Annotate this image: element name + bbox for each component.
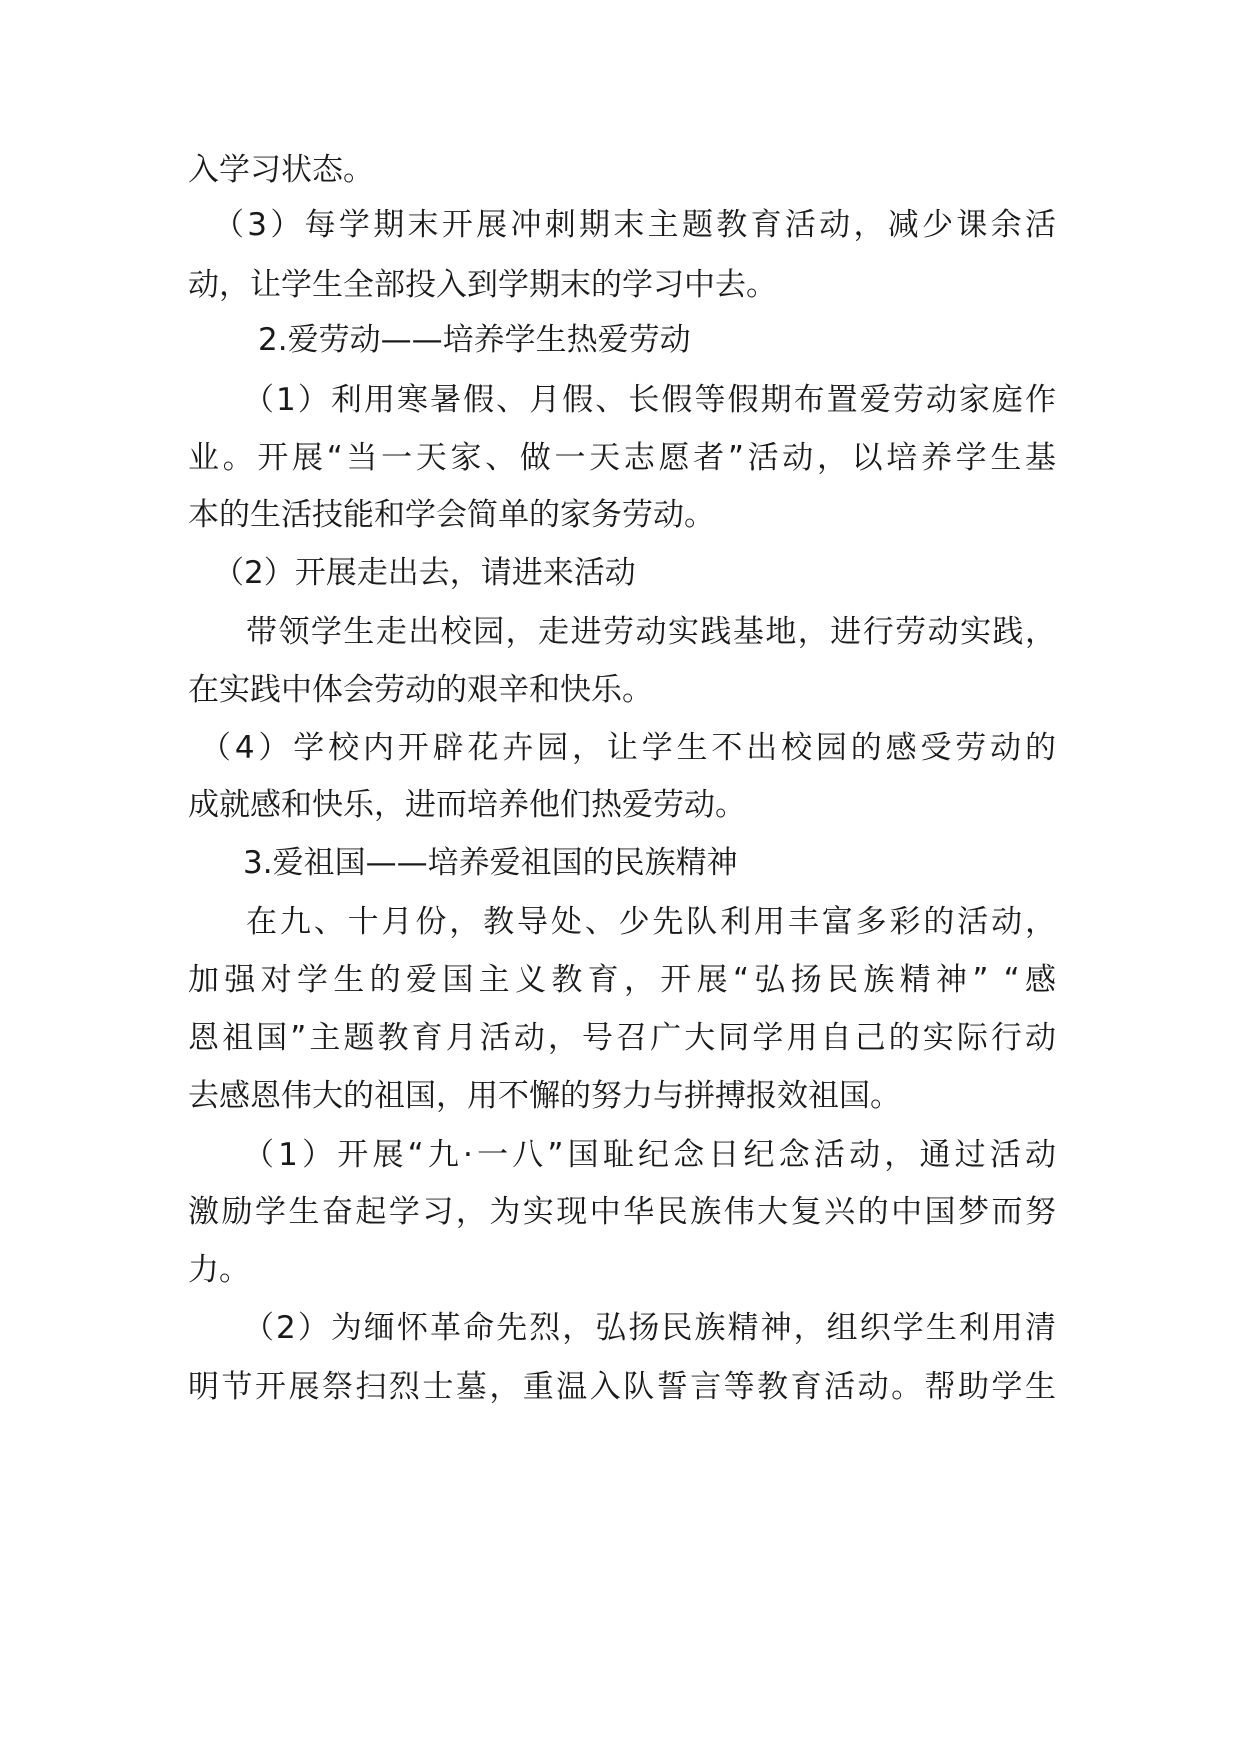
section-heading: 3.爱祖国——培养爱祖国的民族精神 xyxy=(243,845,738,881)
text-line: 激励学生奋起学习，为实现中华民族伟大复兴的中国梦而努 xyxy=(188,1194,1056,1230)
text-line: （2）为缅怀革命先烈，弘扬民族精神，组织学生利用清 xyxy=(243,1310,1056,1346)
text-line: （2）开展走出去，请进来活动 xyxy=(213,555,636,591)
text-line: 带领学生走出校园，走进劳动实践基地，进行劳动实践， xyxy=(246,614,1056,650)
text-line: 加强对学生的爱国主义教育，开展“弘扬民族精神” “感 xyxy=(188,962,1056,998)
text-line: （4）学校内开辟花卉园，让学生不出校园的感受劳动的 xyxy=(200,730,1056,766)
text-line: 明节开展祭扫烈士墓，重温入队誓言等教育活动。帮助学生 xyxy=(188,1369,1056,1405)
text-line: 成就感和快乐，进而培养他们热爱劳动。 xyxy=(188,787,746,823)
text-line: 动，让学生全部投入到学期末的学习中去。 xyxy=(188,267,777,303)
text-line: （1）利用寒暑假、月假、长假等假期布置爱劳动家庭作 xyxy=(243,382,1056,418)
text-line: 去感恩伟大的祖国，用不懈的努力与拼搏报效祖国。 xyxy=(188,1078,901,1114)
text-line: 本的生活技能和学会简单的家务劳动。 xyxy=(188,497,715,533)
text-line: 在九、十月份，教导处、少先队利用丰富多彩的活动， xyxy=(246,904,1056,940)
section-heading: 2.爱劳动——培养学生热爱劳动 xyxy=(258,322,691,358)
text-line: 入学习状态。 xyxy=(188,152,374,188)
text-line: 恩祖国”主题教育月活动，号召广大同学用自己的实际行动 xyxy=(188,1020,1056,1056)
text-line: 在实践中体会劳动的艰辛和快乐。 xyxy=(188,672,653,708)
text-line: （1）开展“九·一八”国耻纪念日纪念活动，通过活动 xyxy=(243,1137,1056,1173)
text-line: 业。开展“当一天家、做一天志愿者”活动，以培养学生基 xyxy=(188,440,1056,476)
text-line: （3）每学期末开展冲刺期末主题教育活动，减少课余活 xyxy=(213,207,1056,243)
text-line: 力。 xyxy=(188,1252,250,1288)
